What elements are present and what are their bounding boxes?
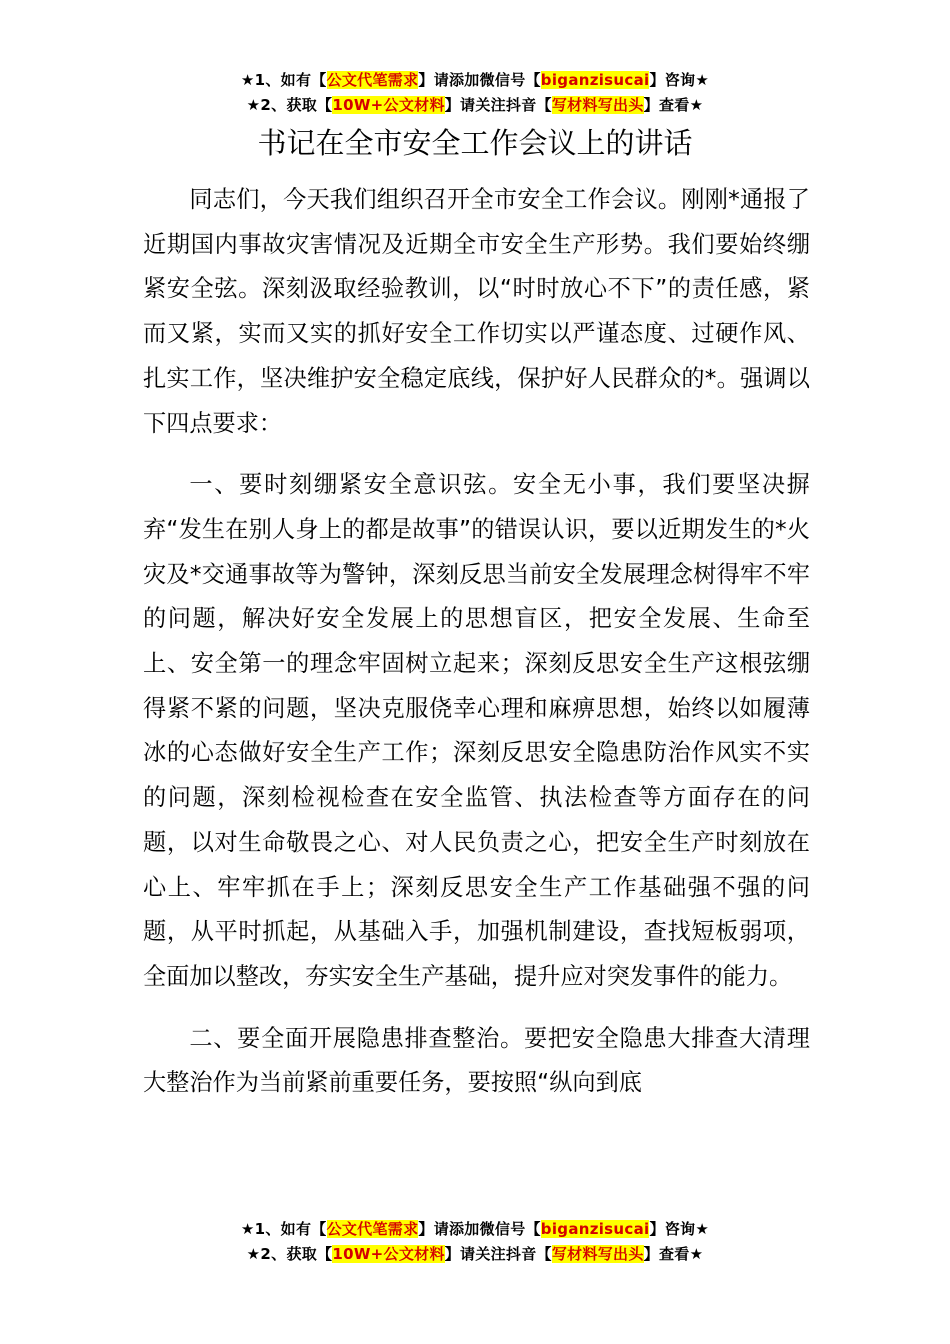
highlight-service: 公文代笔需求 [326, 71, 419, 89]
banner-line-1: ★1、如有【公文代笔需求】请添加微信号【biganzisucai】咨询★ [240, 1220, 710, 1238]
highlight-materials: 10W+公文材料 [332, 1245, 445, 1263]
paragraph-point-1: 一、要时刻绷紧安全意识弦。安全无小事，我们要坚决摒弃“发生在别人身上的都是故事”的错误认识，要以近期发生的*火灾及*交通事故等为警钟，深刻反思当前安全发展理念树得牢不牢的问题，解决好安全发展上的思想盲区，把安全发展、生命至上、安全第一的理念牢固树立起来；深刻反思安全生产这根弦绷得紧不紧的问题，坚决克服侥幸心理和麻痹思想，始终以如履薄冰的心态做好安全生产工作；深刻反思安全隐患防治作风实不实的问题，深刻检视检查在安全监管、执法检查等方面存在的问题，以对生命敬畏之心、对人民负责之心，把安全生产时刻放在心上、牢牢抓在手上；深刻反思安全生产工作基础强不强的问题，从平时抓起，从基础入手，加强机制建设，查找短板弱项，全面加以整改，夯实安全生产基础，提升应对突发事件的能力。 [143, 471, 810, 990]
banner-line-2: ★2、获取【10W+公文材料】请关注抖音【写材料写出头】查看★ [246, 96, 704, 114]
footer-banner [0, 1217, 950, 1267]
highlight-service: 公文代笔需求 [326, 1220, 419, 1238]
header-banner [0, 68, 950, 118]
banner-line-2: ★2、获取【10W+公文材料】请关注抖音【写材料写出头】查看★ [246, 1245, 704, 1263]
highlight-materials: 10W+公文材料 [332, 96, 445, 114]
paragraph-point-2: 二、要全面开展隐患排查整治。要把安全隐患大排查大清理大整治作为当前紧前重要任务，要按照“纵向到底 [143, 1024, 810, 1097]
highlight-wechat-id: biganzisucai [540, 71, 650, 89]
banner-line-1: ★1、如有【公文代笔需求】请添加微信号【biganzisucai】咨询★ [240, 71, 710, 89]
document-body [143, 178, 810, 1106]
highlight-douyin: 写材料写出头 [551, 96, 644, 114]
page-title: 书记在全市安全工作会议上的讲话 [257, 126, 693, 160]
paragraph-intro: 同志们，今天我们组织召开全市安全工作会议。刚刚*通报了近期国内事故灾害情况及近期全市安全生产形势。我们要始终绷紧安全弦。深刻汲取经验教训，以“时时放心不下”的责任感，紧而又紧，实而又实的抓好安全工作切实以严谨态度、过硬作风、扎实工作，坚决维护安全稳定底线，保护好人民群众的*。强调以下四点要求： [143, 186, 810, 437]
highlight-wechat-id: biganzisucai [540, 1220, 650, 1238]
highlight-douyin: 写材料写出头 [551, 1245, 644, 1263]
